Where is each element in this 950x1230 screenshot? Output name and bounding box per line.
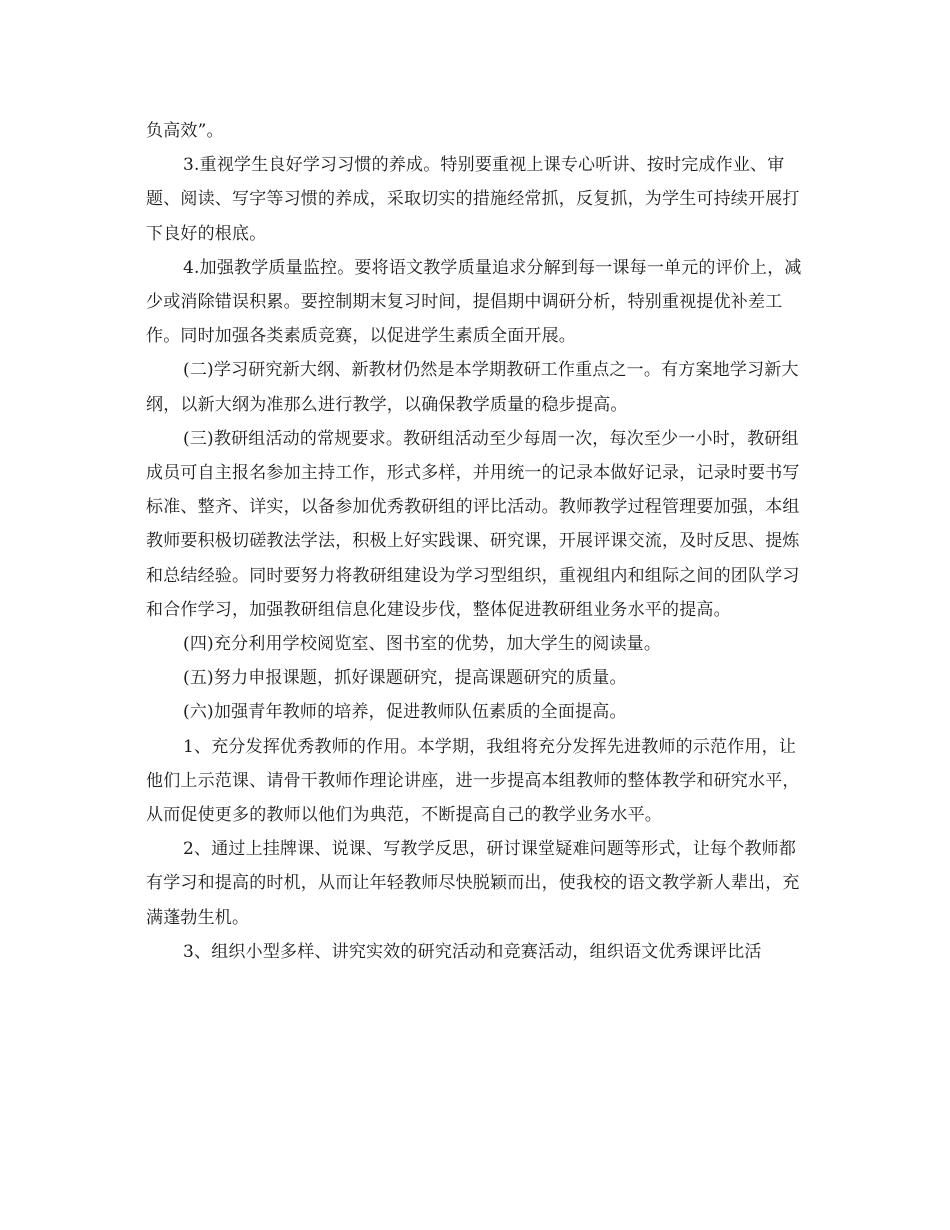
paragraph-item-three: 3、组织小型多样、讲究实效的研究活动和竞赛活动，组织语文优秀课评比活 — [183, 941, 762, 962]
paragraph-section-two: (二)学习研究新大纲、新教材仍然是本学期教研工作重点之一。有方案地学习新大纲，以新大纲为准那么进行教学，以确保教学质量的稳步提高。 — [146, 360, 799, 415]
paragraph-quality-monitoring: 4.加强教学质量监控。要将语文教学质量追求分解到每一课每一单元的评价上，减少或消除错误积累。要控制期末复习时间，提倡期中调研分析，特别重视提优补差工作。同时加强各类素质竞赛，以促进学生素质全面开展。 — [146, 257, 802, 347]
paragraph-section-four: (四)充分利用学校阅览室、图书室的优势，加大学生的阅读量。 — [183, 634, 662, 655]
paragraph-continuation: 负高效”。 — [146, 121, 224, 141]
paragraph-item-one: 1、充分发挥优秀教师的作用。本学期，我组将充分发挥先进教师的示范作用，让他们上示范课、请骨干教师作理论讲座，进一步提高本组教师的整体教学和研究水平，从而促使更多的教师以他们为典范，不断提高自己的教学业务水平。 — [146, 736, 800, 826]
document-body — [146, 114, 806, 969]
paragraph-section-five: (五)努力申报课题，抓好课题研究，提高课题研究的质量。 — [183, 668, 627, 689]
paragraph-section-three: (三)教研组活动的常规要求。教研组活动至少每周一次，每次至少一小时，教研组成员可自主报名参加主持工作，形式多样，并用统一的记录本做好记录，记录时要书写标准、整齐、详实，以备参加优秀教研组的评比活动。教师教学过程管理要加强，本组教师要积极切磋教法学法，积极上好实践课、研究课，开展评课交流，及时反思、提炼和总结经验。同时要努力将教研组建设为学习型组织，重视组内和组际之间的团队学习和合作学习，加强教研组信息化建设步伐，整体促进教研组业务水平的提高。 — [146, 428, 800, 620]
paragraph-study-habits: 3.重视学生良好学习习惯的养成。特别要重视上课专心听讲、按时完成作业、审题、阅读、写字等习惯的养成，采取切实的措施经常抓，反复抓，为学生可持续开展打下良好的根底。 — [146, 155, 800, 244]
paragraph-section-six: (六)加强青年教师的培养，促进教师队伍素质的全面提高。 — [183, 702, 627, 723]
paragraph-item-two: 2、通过上挂牌课、说课、写教学反思，研讨课堂疑难问题等形式，让每个教师都有学习和提高的时机，从而让年轻教师尽快脱颖而出，使我校的语文教学新人辈出，充满蓬勃生机。 — [146, 839, 800, 928]
